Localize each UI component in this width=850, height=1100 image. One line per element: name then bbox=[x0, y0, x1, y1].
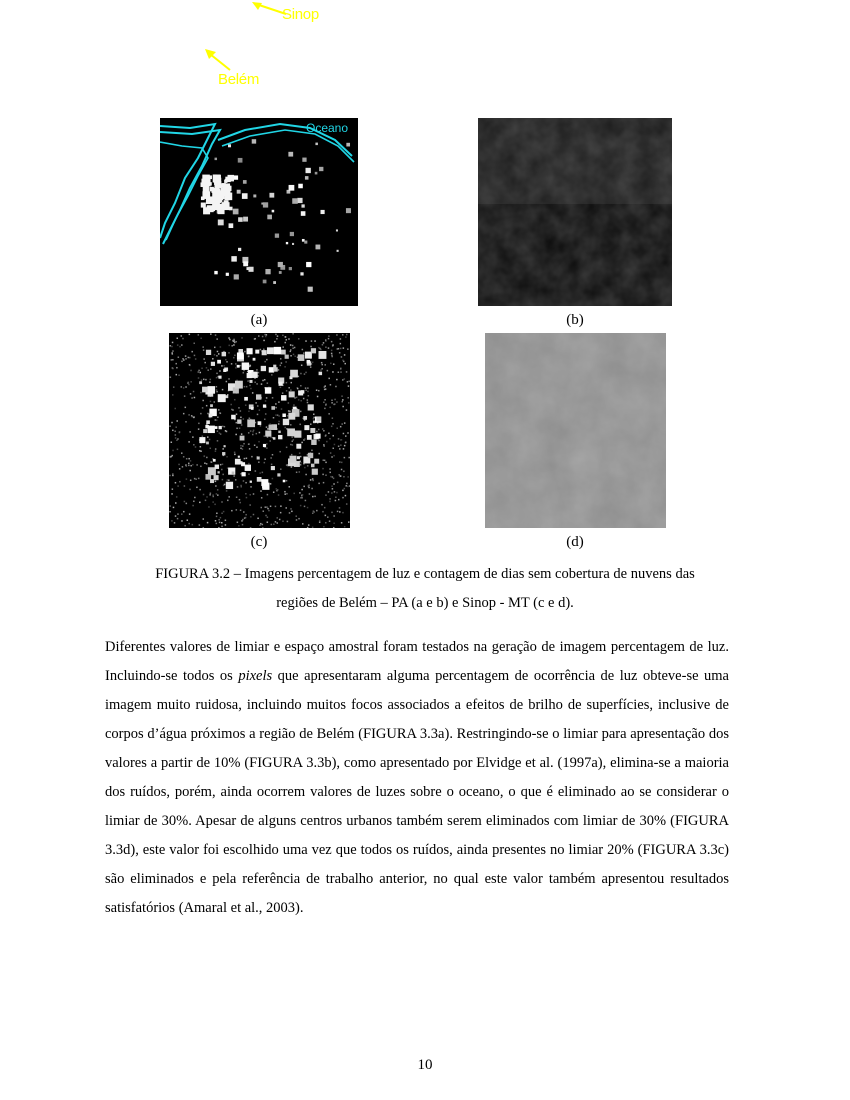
page-number: 10 bbox=[417, 1057, 433, 1073]
paragraph-part-2: que apresentaram alguma percentagem de ocorrência de luz obteve-se uma imagem muito ruidosa, incluindo muitos focos associados a efeitos de brilho de superfícies, inclusive de corpos d’água próximos a região de Belém (FIGURA 3.3a). Restringindo-se o limiar para apresentação dos valores a partir de 10% (FIGURA 3.3b), como apresentado por Elvidge et al. (1997a), elimina-se a maioria dos ruídos, porém, ainda ocorrem valores de luzes sobre o oceano, o que é eliminado ao se considerar o limiar de 30%. Apesar de alguns centros urbanos também serem eliminados com limiar de 30% (FIGURA 3.3d), este valor foi escolhido uma vez que todos os ruídos, ainda presentes no limiar 20% (FIGURA 3.3c) são eliminados e pela referência de trabalho anterior, no qual este valor também apresentou resultados satisfatórios (Amaral et al., 2003). bbox=[105, 668, 729, 916]
subfig-label-c: (c) bbox=[250, 534, 268, 550]
panel-b-image bbox=[478, 118, 672, 306]
coastline-line-3 bbox=[160, 142, 208, 240]
figure-panel-a bbox=[160, 118, 358, 306]
figure-caption bbox=[105, 560, 745, 618]
panel-c-image bbox=[169, 333, 350, 528]
subfig-label-b: (b) bbox=[566, 312, 584, 328]
panel-a-image bbox=[160, 118, 358, 306]
paragraph-italic-word: pixels bbox=[238, 668, 273, 684]
ocean-label: Oceano bbox=[306, 121, 349, 135]
panel-d-image bbox=[485, 333, 666, 528]
subfig-label-a: (a) bbox=[250, 312, 268, 328]
paragraph-part-1: Diferentes valores de limiar e espaço amostral foram testados na geração de imagem percentagem de luz. Incluindo-se todos os bbox=[105, 639, 729, 684]
caption-line-1: FIGURA 3.2 – Imagens percentagem de luz e contagem de dias sem cobertura de nuvens das bbox=[155, 566, 695, 582]
figure-panel-c bbox=[169, 333, 350, 528]
body-paragraph bbox=[105, 633, 729, 923]
figure-panel-d bbox=[485, 333, 666, 528]
figure-panel-b bbox=[478, 118, 672, 306]
sinop-label: Sinop bbox=[282, 6, 319, 23]
caption-line-2: regiões de Belém – PA (a e b) e Sinop - MT (c e d). bbox=[276, 595, 574, 611]
subfig-label-d: (d) bbox=[566, 534, 584, 550]
belem-label: Belém bbox=[218, 71, 260, 88]
